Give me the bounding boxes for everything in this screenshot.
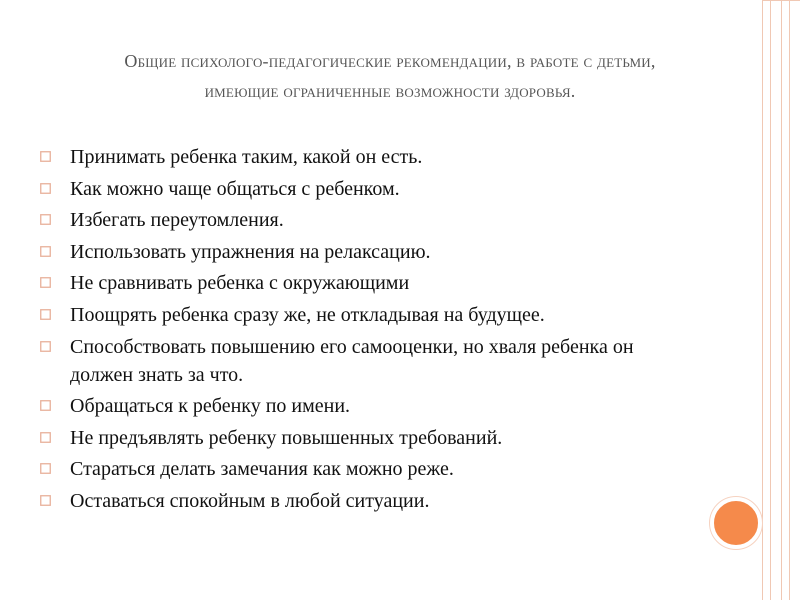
slide-title-line-1: Общие психолого-педагогические рекомендации, в работе с детьми, <box>124 51 656 71</box>
square-bullet-icon <box>40 400 51 411</box>
square-bullet-icon <box>40 246 51 257</box>
list-item-text: Стараться делать замечания как можно реже. <box>70 458 454 481</box>
list-item-text: Избегать переутомления. <box>70 209 284 232</box>
square-bullet-icon <box>40 214 51 225</box>
list-item <box>40 143 740 171</box>
list-item-text: Как можно чаще общаться с ребенком. <box>70 177 400 200</box>
square-bullet-icon <box>40 463 51 474</box>
list-item-text: Оставаться спокойным в любой ситуации. <box>70 489 430 512</box>
list-item <box>40 487 740 515</box>
list-item <box>40 269 740 297</box>
square-bullet-icon <box>40 341 51 352</box>
list-item <box>40 424 740 452</box>
list-item-text: Использовать упражнения на релаксацию. <box>70 240 431 263</box>
list-item <box>40 175 740 203</box>
list-item <box>40 455 740 483</box>
list-item-text: Способствовать повышению его самооценки, но хваля ребенка он должен знать за что. <box>70 335 634 386</box>
list-item-text: Не сравнивать ребенка с окружающими <box>70 272 410 295</box>
frame-line <box>789 0 790 600</box>
square-bullet-icon <box>40 151 51 162</box>
slide-title <box>30 46 750 106</box>
frame-top-line <box>762 0 800 1</box>
list-item <box>40 206 740 234</box>
list-item <box>40 301 740 329</box>
square-bullet-icon <box>40 432 51 443</box>
frame-line <box>781 0 782 600</box>
list-item-text: Не предъявлять ребенку повышенных требований. <box>70 426 503 449</box>
square-bullet-icon <box>40 495 51 506</box>
list-item-text: Поощрять ребенка сразу же, не откладывая на будущее. <box>70 303 545 326</box>
square-bullet-icon <box>40 277 51 288</box>
list-item <box>40 238 740 266</box>
list-item-text: Принимать ребенка таким, какой он есть. <box>70 146 423 168</box>
square-bullet-icon <box>40 183 51 194</box>
list-item <box>40 392 740 420</box>
frame-line <box>762 0 763 600</box>
list-item <box>40 333 670 389</box>
slide-title-line-2: имеющие ограниченные возможности здоровья. <box>204 81 576 101</box>
frame-line <box>770 0 771 600</box>
square-bullet-icon <box>40 309 51 320</box>
list-item-text: Обращаться к ребенку по имени. <box>70 395 351 418</box>
recommendations-list <box>40 143 740 519</box>
